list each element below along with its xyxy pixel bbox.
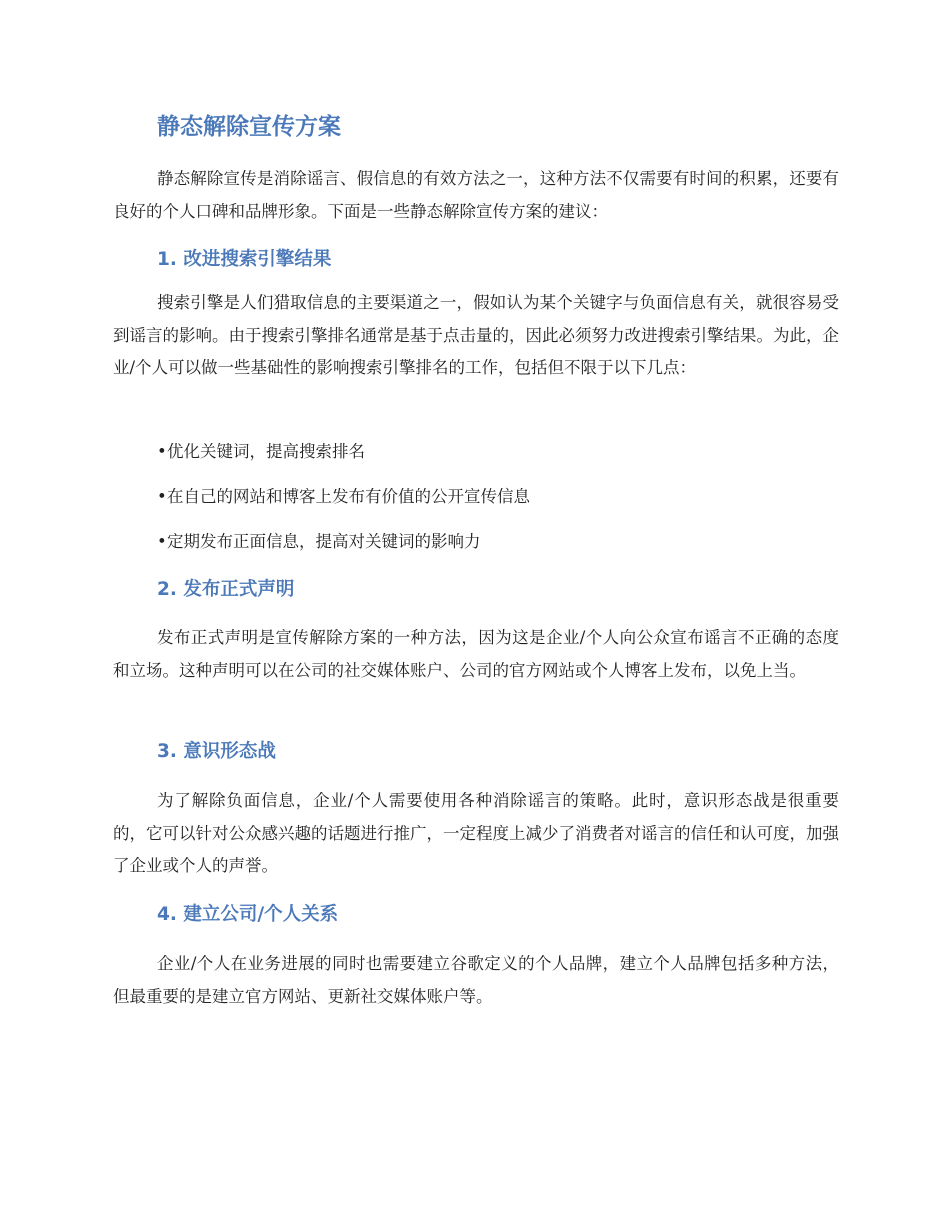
intro-paragraph: 静态解除宣传是消除谣言、假信息的有效方法之一，这种方法不仅需要有时间的积累，还要有良好的个人口碑和品牌形象。下面是一些静态解除宣传方案的建议： bbox=[113, 169, 839, 221]
bullet-text: 优化关键词，提高搜索排名 bbox=[167, 442, 365, 461]
bullet-item bbox=[157, 485, 530, 530]
section-body-4: 企业/个人在业务进展的同时也需要建立谷歌定义的个人品牌，建立个人品牌包括多种方法，但最重要的是建立官方网站、更新社交媒体账户等。 bbox=[113, 954, 839, 1006]
bullet-text: 定期发布正面信息，提高对关键词的影响力 bbox=[167, 532, 481, 551]
section-heading-1: 1. 改进搜索引擎结果 bbox=[157, 249, 332, 270]
section-body-2: 发布正式声明是宣传解除方案的一种方法，因为这是企业/个人向公众宣布谣言不正确的态度和立场。这种声明可以在公司的社交媒体账户、公司的官方网站或个人博客上发布，以免上当。 bbox=[113, 628, 839, 680]
bullet-item bbox=[157, 440, 530, 485]
bullet-dot: • bbox=[157, 487, 167, 506]
document-title: 静态解除宣传方案 bbox=[157, 114, 341, 140]
bullet-dot: • bbox=[157, 442, 167, 461]
section-body-3: 为了解除负面信息，企业/个人需要使用各种消除谣言的策略。此时，意识形态战是很重要的，它可以针对公众感兴趣的话题进行推广，一定程度上减少了消费者对谣言的信任和认可度，加强了企业或个人的声誉。 bbox=[113, 791, 839, 875]
section-heading-2: 2. 发布正式声明 bbox=[157, 579, 295, 600]
bullet-dot: • bbox=[157, 532, 167, 551]
bullet-item bbox=[157, 530, 530, 575]
bullet-text: 在自己的网站和博客上发布有价值的公开宣传信息 bbox=[167, 487, 530, 506]
section-body-1: 搜索引擎是人们猎取信息的主要渠道之一，假如认为某个关键字与负面信息有关，就很容易受到谣言的影响。由于搜索引擎排名通常是基于点击量的，因此必须努力改进搜索引擎结果。为此，企业/个人可以做一些基础性的影响搜索引擎排名的工作，包括但不限于以下几点： bbox=[113, 293, 839, 377]
section-heading-4: 4. 建立公司/个人关系 bbox=[157, 904, 339, 925]
bullet-list bbox=[157, 440, 530, 575]
section-heading-3: 3. 意识形态战 bbox=[157, 741, 276, 762]
